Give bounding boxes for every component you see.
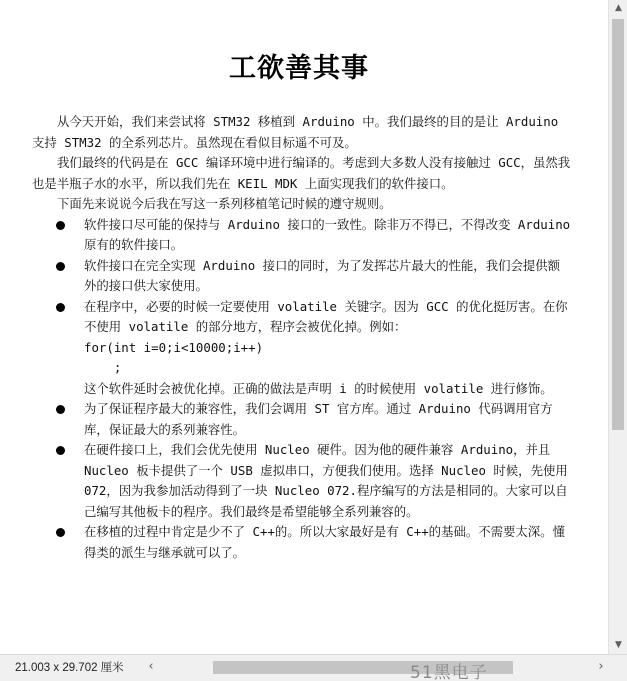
paragraph-3: 下面先来说说今后我在写这一系列移植笔记时候的遵守规则。 (57, 196, 392, 211)
bullet-icon (56, 303, 65, 312)
vertical-scrollbar-thumb[interactable] (612, 19, 624, 430)
horizontal-scrollbar[interactable] (143, 658, 609, 681)
list-item (32, 522, 572, 563)
bullet-icon (56, 446, 65, 455)
list-item-text: 为了保证程序最大的兼容性，我们会调用 ST 官方库。通过 Arduino 代码调用官方库，保证最大的系列兼容性。 (84, 401, 553, 437)
list-item-text: 软件接口尽可能的保持与 Arduino 接口的一致性。除非万不得已，不得改变 Arduino 原有的软件接口。 (84, 216, 571, 252)
list-item (32, 297, 572, 400)
list-item-followup-text: 这个软件延时会被优化掉。正确的做法是声明 i 的时候使用 volatile 进行修饰。 (84, 380, 553, 396)
scroll-right-arrow-icon[interactable]: › (598, 659, 604, 674)
vertical-scrollbar[interactable] (608, 0, 627, 654)
scroll-up-arrow-icon[interactable]: ▲ (615, 3, 622, 13)
scroll-left-arrow-icon[interactable]: ‹ (148, 659, 154, 674)
bullet-icon (56, 405, 65, 414)
list-item (32, 256, 572, 297)
rules-list (32, 215, 572, 564)
list-item-text: 在程序中，必要的时候一定要使用 volatile 关键字。因为 GCC 的优化挺厉害。在你不使用 volatile 的部分地方，程序会被优化掉。例如： (84, 298, 568, 334)
paragraph-1: 从今天开始，我们来尝试将 STM32 移植到 Arduino 中。我们最终的目的是让 Arduino 支持 STM32 的全系列芯片。虽然现在看似目标遥不可及。 (32, 114, 559, 150)
paragraph-2: 我们最终的代码是在 GCC 编译环境中进行编译的。考虑到大多数人没有接触过 GCC，虽然我也是半瓶子水的水平，所以我们先在 KEIL MDK 上面实现我们的软件接口。 (32, 155, 571, 191)
bullet-icon (56, 221, 65, 230)
list-item (32, 399, 572, 440)
document-title: 工欲善其事 (229, 53, 369, 84)
list-item (32, 215, 572, 256)
resize-grip[interactable] (613, 668, 627, 681)
scroll-down-arrow-icon[interactable]: ▼ (615, 640, 622, 650)
status-bar (0, 654, 627, 681)
bullet-icon (56, 528, 65, 537)
page-size-label: 21.003 x 29.702 厘米 (15, 662, 124, 674)
list-item-text: 在硬件接口上，我们会优先使用 Nucleo 硬件。因为他的硬件兼容 Arduino，并且 Nucleo 板卡提供了一个 USB 虚拟串口，方便我们使用。选择 Nucleo 时候，先使用 072，因为我参加活动得到了一块 Nucleo 072.程序编写的方法是相同的。大家可以自己编写其他板卡的程序。我们最终是希望能够全系列兼容的。 (84, 442, 568, 519)
code-line-semicolon: ; (84, 360, 122, 375)
watermark-text: 51黑电子 (410, 663, 488, 681)
list-item (32, 440, 572, 522)
bullet-icon (56, 262, 65, 271)
list-item-text: 在移植的过程中肯定是少不了 C++的。所以大家最好是有 C++的基础。不需要太深。懂得类的派生与继承就可以了。 (84, 524, 565, 560)
code-line-for: for(int i=0;i<10000;i++) (84, 339, 264, 355)
document-body (32, 112, 572, 563)
list-item-text: 软件接口在完全实现 Arduino 接口的同时，为了发挥芯片最大的性能，我们会提供额外的接口供大家使用。 (84, 257, 561, 293)
